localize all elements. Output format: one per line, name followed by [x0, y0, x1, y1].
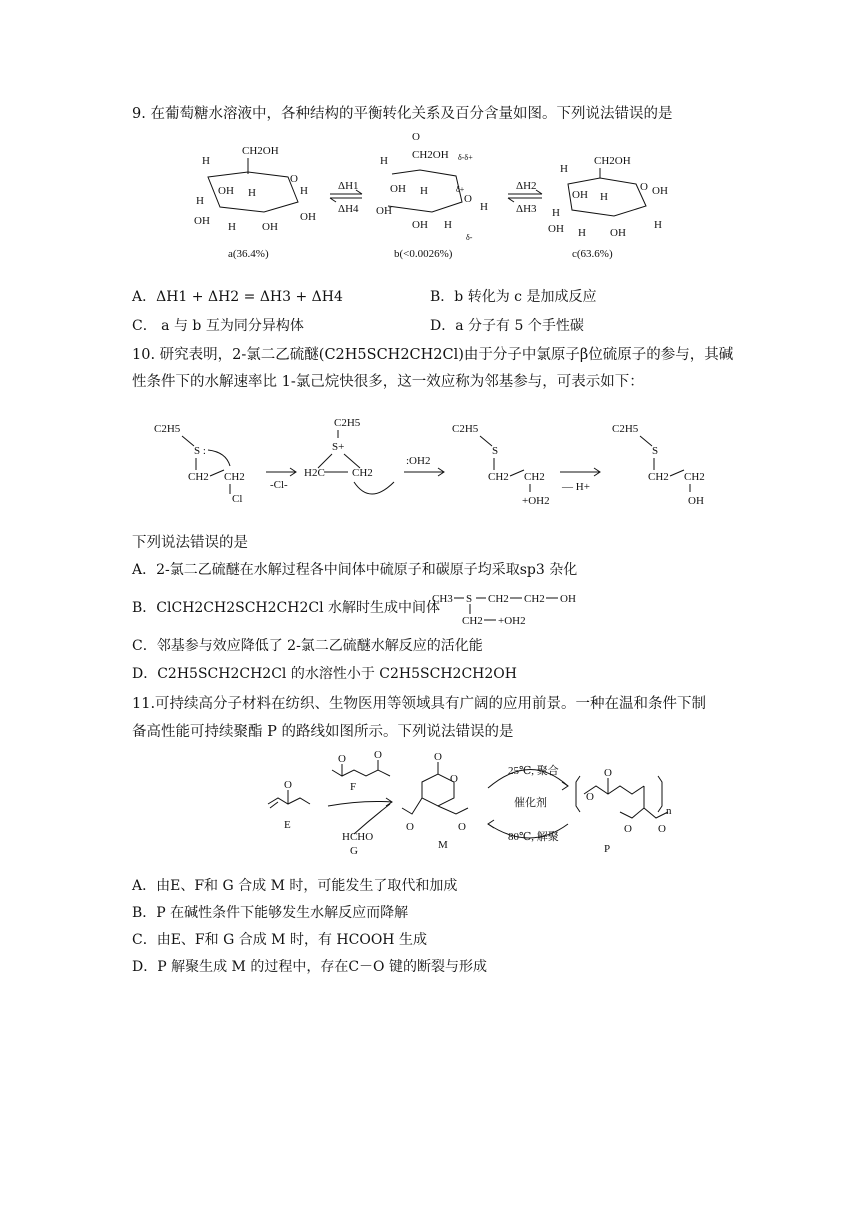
c-oh2: OH	[548, 223, 564, 235]
o-oh2: +OH2	[522, 495, 550, 507]
q11-stem-line1: 11.可持续高分子材料在纺织、生物医用等领域具有广阔的应用前景。一种在温和条件下制	[132, 696, 707, 712]
b-o: O	[464, 193, 472, 205]
b-h3: H	[480, 201, 488, 213]
b-s: S	[466, 593, 473, 605]
q10-option-b: B．ClCH2CH2SCH2CH2Cl 水解时生成中间体	[132, 600, 441, 616]
r-c2h5: C2H5	[154, 423, 181, 435]
a-h1: H	[202, 155, 210, 167]
p-ch2b: CH2	[684, 471, 705, 483]
q11-option-d: D．P 解聚生成 M 的过程中，存在C－O 键的断裂与形成	[132, 959, 487, 975]
c-ch2oh: CH2OH	[594, 155, 631, 167]
label-e: E	[284, 819, 291, 831]
q10-stem-line1: 10. 研究表明，2-氯二乙硫醚(C2H5SCH2CH2Cl)由于分子中氯原子β位硫原子的参与，其碱	[132, 347, 734, 363]
c-h4: H	[654, 219, 662, 231]
structure-a	[194, 145, 316, 260]
oxonium-intermediate	[452, 423, 550, 507]
q11-option-b: B．P 在碱性条件下能够发生水解反应而降解	[132, 905, 409, 921]
forward-label: 25℃, 聚合	[508, 765, 559, 777]
q11-option-a: A．由E、F和 G 合成 M 时，可能发生了取代和加成	[132, 878, 458, 894]
label-c: c(63.6%)	[572, 248, 613, 260]
p-o2: O	[604, 767, 612, 779]
a-oh3: OH	[300, 211, 316, 223]
dh2-label: ΔH2	[516, 180, 537, 192]
b-oh1: OH	[390, 183, 406, 195]
q10-option-d: D．C2H5SCH2CH2Cl 的水溶性小于 C2H5SCH2CH2OH	[132, 666, 517, 682]
m-o2: O	[450, 773, 458, 785]
b-h1: H	[380, 155, 388, 167]
dh3-label: ΔH3	[516, 203, 537, 215]
i-s-plus: S+	[332, 441, 345, 453]
b-oh3: OH	[412, 219, 428, 231]
p-c2h5: C2H5	[612, 423, 639, 435]
q9-stem: 9. 在葡萄糖水溶液中，各种结构的平衡转化关系及百分含量如图。下列说法错误的是	[132, 106, 673, 122]
b-oh2: +OH2	[498, 615, 526, 627]
o-ch2b: CH2	[524, 471, 545, 483]
a-oh1: OH	[218, 185, 234, 197]
q10-stem-line2: 性条件下的水解速率比 1-氯己烷快很多，这一效应称为邻基参与，可表示如下：	[132, 374, 644, 390]
c-oh1: OH	[572, 189, 588, 201]
a-h2: H	[248, 187, 256, 199]
r-ch2a: CH2	[188, 471, 209, 483]
a-h4: H	[300, 185, 308, 197]
c-h3: H	[552, 207, 560, 219]
m-o4: O	[458, 821, 466, 833]
q10-mechanism-scheme	[148, 410, 738, 510]
e-o: O	[284, 779, 292, 791]
c-oh3: OH	[652, 185, 668, 197]
label-b: b(<0.0026%)	[394, 248, 453, 260]
equilibrium-arrows-2	[508, 180, 542, 215]
f-o1: O	[338, 753, 346, 765]
i-ch2: CH2	[352, 467, 373, 479]
sulfide-reactant	[154, 423, 245, 505]
q9-glucose-scheme	[180, 132, 670, 262]
backward-label: 80℃, 解聚	[508, 831, 559, 843]
compound-m	[402, 751, 468, 851]
compound-e	[268, 779, 310, 831]
r-s: S :	[194, 445, 206, 457]
m-o1: O	[434, 751, 442, 763]
a-oh4: OH	[262, 221, 278, 233]
i-c2h5: C2H5	[334, 417, 361, 429]
g-hcho: HCHO	[342, 831, 374, 843]
b-oh2: OH	[376, 205, 392, 217]
catalyst-label: 催化剂	[514, 797, 547, 809]
c-oh4: OH	[610, 227, 626, 239]
r-ch2b: CH2	[224, 471, 245, 483]
dh4-label: ΔH4	[338, 203, 359, 215]
b-ch2oh: CH2OH	[412, 149, 449, 161]
i-h2c: H2C	[304, 467, 325, 479]
q9-option-c: C． a 与 b 互为同分异构体	[132, 318, 304, 334]
o-c2h5: C2H5	[452, 423, 479, 435]
alcohol-product	[612, 423, 705, 507]
b-delta-minus: δ-	[466, 233, 473, 242]
b-ch3: CH3	[432, 593, 453, 605]
b-delta-plus: δ+	[456, 185, 465, 194]
q10-option-a: A．2-氯二乙硫醚在水解过程各中间体中硫原子和碳原子均采取sp3 杂化	[132, 562, 578, 578]
b-ch2c: CH2	[462, 615, 483, 627]
a-oh2: OH	[194, 215, 210, 227]
o-ch2a: CH2	[488, 471, 509, 483]
compound-f	[332, 749, 390, 793]
label-f: F	[350, 781, 357, 793]
episulfonium-intermediate	[304, 417, 394, 494]
b-oh: OH	[560, 593, 576, 605]
c-h5: H	[578, 227, 586, 239]
q10-option-b-structure	[430, 586, 590, 630]
q11-stem-line2: 备高性能可持续聚酯 P 的路线如图所示。下列说法错误的是	[132, 724, 514, 740]
b-delta: δ-δ+	[458, 153, 473, 162]
dh1-label: ΔH1	[338, 180, 359, 192]
q10-prompt: 下列说法错误的是	[132, 535, 248, 551]
c-o: O	[640, 181, 648, 193]
p-n: n	[666, 805, 672, 817]
p-o1: O	[586, 791, 594, 803]
q11-option-c: C．由E、F和 G 合成 M 时，有 HCOOH 生成	[132, 932, 427, 948]
p-oh: OH	[688, 495, 704, 507]
b-ch2a: CH2	[488, 593, 509, 605]
b-ch2b: CH2	[524, 593, 545, 605]
b-h4: H	[444, 219, 452, 231]
f-o2: O	[374, 749, 382, 761]
q9-option-b: B．b 转化为 c 是加成反应	[430, 289, 597, 305]
label-p: P	[604, 843, 611, 855]
q11-polyester-scheme	[262, 748, 692, 858]
equilibrium-arrows-1	[330, 180, 362, 215]
b-o-top: O	[412, 132, 420, 143]
p-o3: O	[624, 823, 632, 835]
polymer-p	[576, 767, 672, 855]
p-s: S	[652, 445, 659, 457]
label-m: M	[438, 839, 448, 851]
c-h1: H	[560, 163, 568, 175]
r-cl: Cl	[232, 493, 243, 505]
p-ch2a: CH2	[648, 471, 669, 483]
m-o3: O	[406, 821, 414, 833]
o-s: S	[492, 445, 499, 457]
b-h2: H	[420, 185, 428, 197]
p-o4: O	[658, 823, 666, 835]
water-label: :OH2	[406, 455, 431, 467]
structure-b	[376, 132, 488, 260]
a-ch2oh: CH2OH	[242, 145, 279, 157]
c-h2: H	[600, 191, 608, 203]
a-o: O	[290, 173, 298, 185]
label-a: a(36.4%)	[228, 248, 269, 260]
q9-option-d: D．a 分子有 5 个手性碳	[430, 318, 584, 334]
a-h3: H	[196, 195, 204, 207]
q10-option-c: C．邻基参与效应降低了 2-氯二乙硫醚水解反应的活化能	[132, 638, 483, 654]
a-h5: H	[228, 221, 236, 233]
structure-c	[548, 155, 668, 260]
minus-cl-label: -Cl-	[270, 479, 288, 491]
minus-h-label: — H+	[562, 481, 590, 493]
label-g: G	[350, 845, 358, 857]
q9-option-a: A．ΔH1 + ΔH2 = ΔH3 + ΔH4	[132, 289, 343, 305]
